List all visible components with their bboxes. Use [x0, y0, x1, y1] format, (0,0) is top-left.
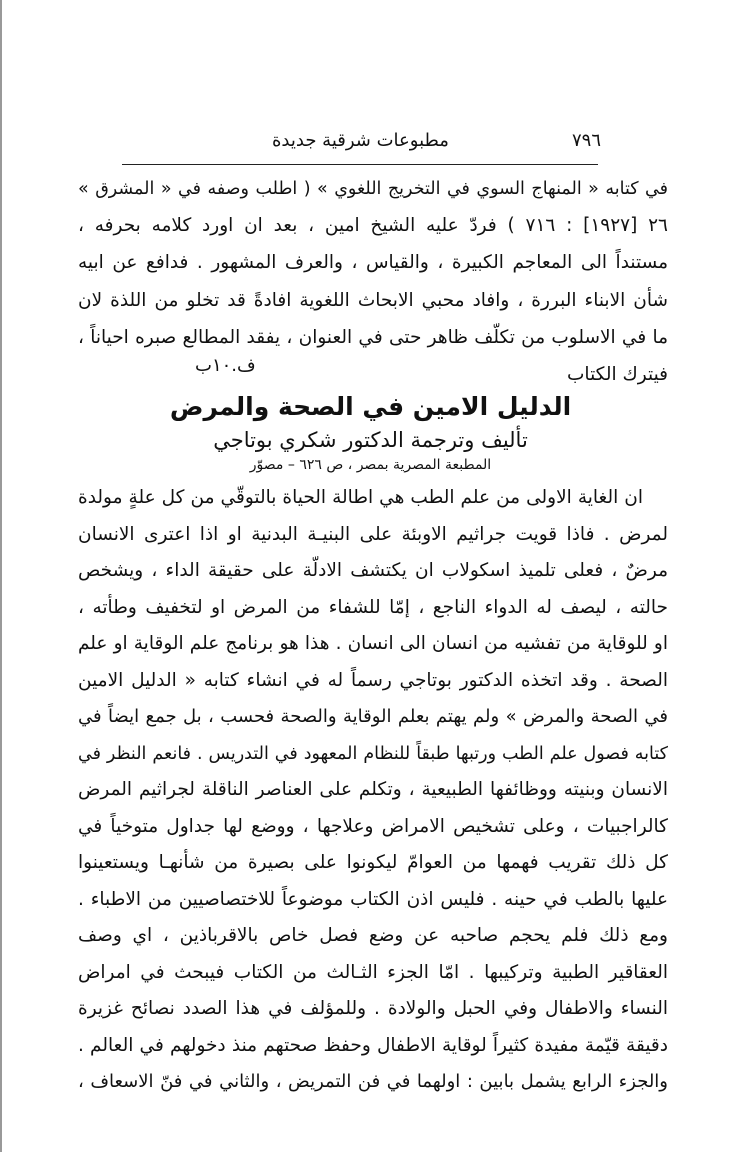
- text-line: فيترك الكتاب: [567, 364, 668, 385]
- review-publisher: المطبعة المصرية بمصر ، ص ٦٢٦ – مصوّر: [249, 457, 492, 473]
- text-line: حالته ، ليصف له الدواء الناجع ، إمّا للشفاء من المرض او لتخفيف وطأته ،: [78, 596, 668, 618]
- text-line: مستنداً الى المعاجم الكبيرة ، والقياس ، والعرف المشهور . فدافع عن ابيه: [78, 252, 668, 274]
- header-rule: [122, 164, 598, 165]
- running-title: مطبوعات شرقية جديدة: [272, 130, 449, 151]
- running-header: [80, 130, 670, 158]
- text-line: في كتابه « المنهاج السوي في التخريج اللغوي » ( اطلب وصفه في « المشرق »: [78, 179, 668, 199]
- text-line: في الصحة والمرض » ولم يهتم بعلم الوقاية والصحة فحسب ، بل جمع ايضاً في: [78, 706, 668, 727]
- text-line: مرضٌ ، فعلى تلميذ اسكولاب ان يكتشف الادلّة على حقيقة الداء ، ويشخص: [78, 560, 668, 581]
- text-line: ما في الاسلوب من تكلّف ظاهر حتى في العنوان ، يفقد المطالع صبره احياناً ،: [78, 326, 668, 348]
- review-author: تأليف وترجمة الدكتور شكري بوتاجي: [213, 428, 528, 452]
- text-line: العقاقير الطبية وتركيبها . امّا الجزء الثـالث من الكتاب فيبحث في امراض: [78, 961, 668, 983]
- text-line: او للوقاية من تفشيه من انسان الى انسان . هذا هو برنامج علم الوقاية او علم: [78, 633, 668, 654]
- text-line: عليها بالطب في حينه . فليس اذن الكتاب موضوعاً للاختصاصيين من الاطباء .: [78, 888, 668, 910]
- text-line: ان الغاية الاولى من علم الطب هي اطالة الحياة بالتوقّي من كل علةٍ مولدة: [78, 487, 643, 508]
- text-line: النساء والاطفال وفي الحبل والولادة . وللمؤلف في هذا الصدد نصائح غزيرة: [78, 998, 668, 1019]
- text-line: كل ذلك تقريب فهمها من العوامّ ليكونوا على بصيرة من شأنهـا ويستعينوا: [78, 852, 668, 873]
- text-line: كتابه فصول علم الطب ورتبها طبقاً للنظام المعهود في التدريس . فانعم النظر في: [78, 743, 668, 764]
- text-line: ٢٦ [١٩٢٧] : ٧١٦ ) فردّ عليه الشيخ امين ، بعد ان اورد كلامه بحرفه ،: [78, 215, 668, 237]
- text-line: الانسان وبنيته ووظائفها الطبيعية ، وتكلم على العناصر الناقلة لجراثيم المرض: [78, 779, 668, 800]
- review-title: الدليل الامين في الصحة والمرض: [169, 392, 572, 421]
- text-line: الصحة . وقد اتخذه الدكتور بوتاجي رسماً له في انشاء كتابه « الدليل الامين: [78, 669, 668, 691]
- reviewer-signature: ف.١٠ب: [195, 355, 256, 376]
- text-line: والجزء الرابع يشمل بابين : اولهما في فن التمريض ، والثاني في فنّ الاسعاف ،: [78, 1071, 668, 1092]
- text-line: لمرض . فاذا قويت جراثيم الاوبئة على البنيـة البدنية او اذا اعترى الانسان: [78, 523, 668, 545]
- text-line: كالراجبيات ، وعلى تشخيص الامراض وعلاجها ، ووضع لها جداول متوخياً في: [78, 815, 668, 837]
- text-line: دقيقة قيّمة مفيدة كثيراً لوقاية الاطفال وحفظ صحتهم منذ دخولهم في العالم .: [78, 1034, 668, 1056]
- text-line: شأن الابناء البررة ، وافاد محبي الابحاث اللغوية افادةً قد تخلو من اللذة لان: [78, 289, 668, 311]
- page-number: ٧٩٦: [572, 130, 602, 151]
- text-line: ومع ذلك فلم يحجم صاحبه عن وضع فصل خاص بالاقرباذين ، اي وصف: [78, 925, 668, 946]
- page-edge: [0, 0, 2, 1152]
